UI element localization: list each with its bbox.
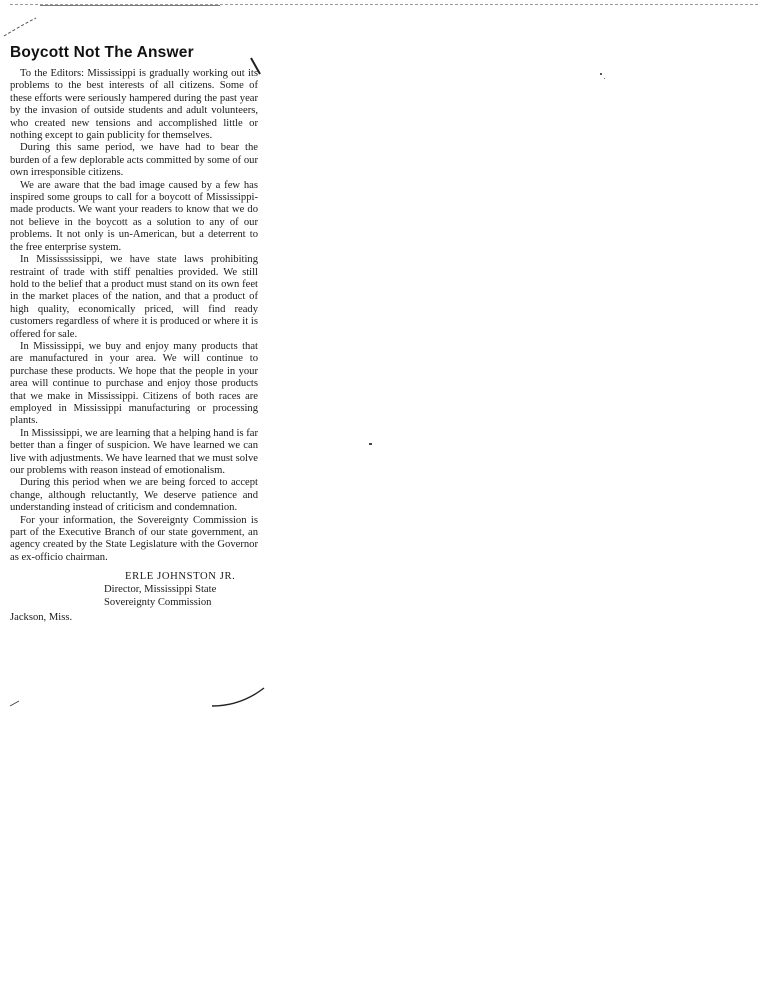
speck-mark bbox=[604, 78, 605, 79]
paragraph: During this period when we are being forced to accept change, although reluctantly, We deserve patience and understanding instead of criticism and condemnation. bbox=[10, 477, 258, 514]
signature-block bbox=[10, 570, 258, 622]
speck-mark bbox=[600, 73, 602, 75]
signer-name: ERLE JOHNSTON JR. bbox=[125, 571, 236, 583]
paragraph: In Mississippi, we buy and enjoy many products that are manufactured in your area. We will continue to purchase these products. We hope that the people in your area will continue to purchase and enjoy those products that we make in Mississippi. Citizens of both races are employed in Mississippi manufacturing or processing plants. bbox=[10, 340, 258, 427]
paragraph: To the Editors: Mississippi is gradually working out its problems to the best interests of all citizens. Some of these efforts were seriously hampered during the past year by the invasion of outside students and adult volunteers, who created new tensions and accomplished little or nothing except to gain publicity for themselves. bbox=[10, 68, 258, 142]
paragraph: In Mississippi, we are learning that a helping hand is far better than a finger of suspicion. We have learned we can live with adjustments. We have learned that we must solve our problems with reason instead of emotionalism. bbox=[10, 427, 259, 476]
small-pen-mark bbox=[8, 698, 22, 708]
dateline-place: Jackson, Miss. bbox=[10, 612, 73, 624]
letter-body bbox=[10, 68, 258, 564]
paragraph: In Mississsissippi, we have state laws prohibiting restraint of trade with stiff penalties provided. We still hold to the belief that a product must stand on its own feet in the market places of the nation, and that a product of high quality, economically priced, will find ready customers regardless of where it is produced or where it is offered for sale. bbox=[10, 254, 258, 340]
newspaper-clipping bbox=[10, 44, 258, 622]
headline: Boycott Not The Answer bbox=[10, 44, 194, 61]
signer-title: Director, Mississippi State bbox=[104, 584, 217, 596]
speck-mark bbox=[369, 443, 372, 445]
paragraph: We are aware that the bad image caused by a few has inspired some groups to call for a boycott of Mississippi-made products. We want your readers to know that we do not believe in the boycott as a solution to any of our problems. It not only is un-American, but a deterrent to the free enterprise system. bbox=[10, 179, 258, 253]
top-solid-border bbox=[40, 5, 220, 6]
corner-pen-mark bbox=[2, 14, 40, 38]
clipping-edge-stroke bbox=[208, 684, 268, 710]
paragraph: For your information, the Sovereignty Commission is part of the Executive Branch of our state government, an agency created by the State Legislature with the Governor as ex-officio chairman. bbox=[10, 514, 258, 563]
paragraph: During this same period, we have had to bear the burden of a few deplorable acts committed by some of our own irresponsible citizens. bbox=[10, 142, 258, 179]
signer-organization: Sovereignty Commission bbox=[104, 597, 212, 609]
